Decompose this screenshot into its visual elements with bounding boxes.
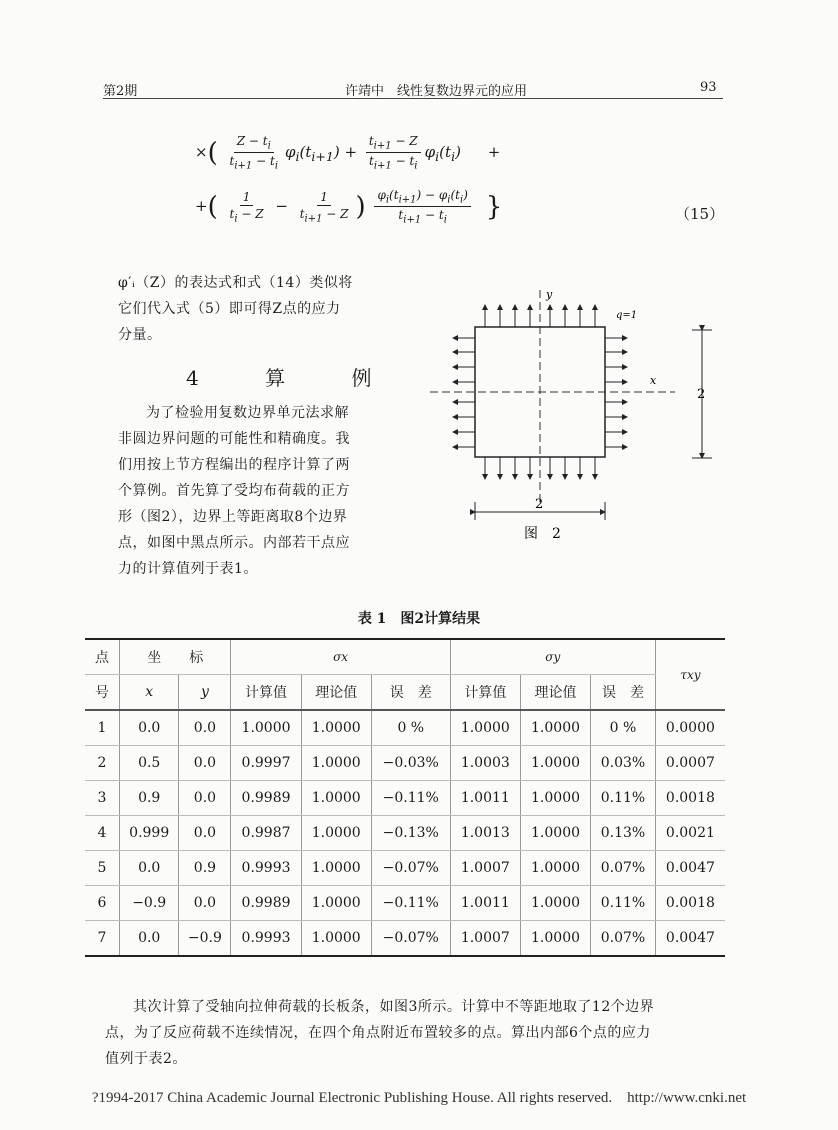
table-cell: 0.11%: [591, 781, 656, 816]
table-row: [85, 781, 725, 816]
table-row: [85, 851, 725, 886]
table-header-row: [85, 639, 725, 675]
table-cell: 0.0007: [655, 746, 725, 781]
table-cell: 0.0: [179, 781, 231, 816]
table-cell: 1.0000: [301, 781, 371, 816]
table-row: [85, 886, 725, 921]
table-cell: 7: [85, 921, 120, 957]
table-subheader-row: [85, 675, 725, 711]
table-cell: 0 %: [371, 710, 450, 746]
header-calc-x: 计算值: [231, 675, 301, 711]
text-line: 它们代入式（5）即可得Z点的应力: [118, 301, 341, 317]
table-cell: 0.0: [179, 710, 231, 746]
table-cell: 1.0007: [450, 851, 520, 886]
table-cell: 1.0000: [301, 886, 371, 921]
paragraph-1: [118, 270, 368, 348]
header-theory-x: 理论值: [301, 675, 371, 711]
journal-issue: 第2期: [103, 84, 138, 99]
table-cell: 0.9989: [231, 886, 301, 921]
header-point-bottom: 号: [85, 675, 120, 711]
equation-line-2: +( $\frac{1}{t_i - Z}$ − $\frac{1}{t_{i+1} - Z}$ ) $\frac{\varphi_i(t_{i+1}) - \varphi_i(t_i)}{t_{i+1} - t_i}$ }: [195, 188, 503, 226]
table-caption: 表 1 图2计算结果: [357, 611, 481, 627]
table-cell: 1.0000: [231, 710, 301, 746]
table-cell: 0.0021: [655, 816, 725, 851]
table-cell: 1.0011: [450, 781, 520, 816]
text-line: 其次计算了受轴向拉伸荷载的长板条，如图3所示。计算中不等距地取了12个边界: [133, 999, 655, 1015]
header-rule: [103, 98, 723, 99]
text-line: 值列于表2。: [105, 1051, 187, 1067]
table-cell: 0.0047: [655, 851, 725, 886]
table-cell: 0 %: [591, 710, 656, 746]
header-point-top: 点: [85, 639, 120, 675]
table-row: [85, 710, 725, 746]
page-number: 93: [700, 80, 717, 95]
header-theory-y: 理论值: [520, 675, 590, 711]
vertical-dimension-label: 2: [697, 387, 706, 402]
table-cell: 1.0000: [301, 851, 371, 886]
y-axis-label: y: [546, 288, 553, 301]
text-line: 形（图2），边界上等距离取8个边界: [118, 509, 348, 525]
text-line: 个算例。首先算了受均布荷载的正方: [118, 483, 350, 499]
text-line: 分量。: [118, 327, 162, 343]
table-cell: 0.9989: [231, 781, 301, 816]
table-cell: 1.0000: [301, 710, 371, 746]
text-line: φ′ᵢ（Z）的表达式和式（14）类似将: [118, 275, 353, 291]
header-sigma-x: σx: [231, 639, 450, 675]
table-cell: 1.0000: [450, 710, 520, 746]
table-cell: 0.5: [120, 746, 179, 781]
table-cell: 0.9: [179, 851, 231, 886]
section-title: 4 算 例: [186, 366, 402, 390]
table-cell: 0.0: [179, 886, 231, 921]
table-cell: −0.03%: [371, 746, 450, 781]
table-cell: 1.0000: [301, 816, 371, 851]
table-cell: −0.07%: [371, 921, 450, 957]
table-cell: 0.9987: [231, 816, 301, 851]
header-tau: τxy: [655, 639, 725, 710]
table-cell: 3: [85, 781, 120, 816]
table-cell: 0.0047: [655, 921, 725, 957]
table-cell: 0.9993: [231, 851, 301, 886]
text-line: 为了检验用复数边界单元法求解: [146, 405, 349, 421]
table-cell: 1.0007: [450, 921, 520, 957]
text-line: 点，为了反应荷载不连续情况，在四个角点附近布置较多的点。算出内部6个点的应力: [105, 1025, 651, 1041]
table-cell: 0.07%: [591, 921, 656, 957]
table-cell: 5: [85, 851, 120, 886]
copyright-footer: ?1994-2017 China Academic Journal Electronic Publishing House. All rights reserved. http://www.cnki.net: [91, 1090, 747, 1106]
table-cell: 0.0018: [655, 886, 725, 921]
table-cell: 0.0: [179, 746, 231, 781]
header-x: x: [120, 675, 179, 711]
table-cell: 0.0: [120, 710, 179, 746]
table-cell: 0.07%: [591, 851, 656, 886]
table-cell: 4: [85, 816, 120, 851]
table-cell: 1.0000: [520, 746, 590, 781]
table-cell: 6: [85, 886, 120, 921]
table-cell: 1.0011: [450, 886, 520, 921]
table-cell: 1.0000: [301, 746, 371, 781]
table-cell: −0.07%: [371, 851, 450, 886]
table-cell: 0.9993: [231, 921, 301, 957]
table-cell: −0.11%: [371, 781, 450, 816]
table-cell: −0.9: [120, 886, 179, 921]
table-cell: 1.0003: [450, 746, 520, 781]
table-cell: 0.11%: [591, 886, 656, 921]
text-line: 非圆边界问题的可能性和精确度。我: [118, 431, 350, 447]
table-row: [85, 921, 725, 957]
header-sigma-y: σy: [450, 639, 655, 675]
table-cell: 0.0: [120, 851, 179, 886]
horizontal-dimension-label: 2: [535, 497, 544, 512]
table-cell: 1.0000: [520, 921, 590, 957]
header-error-y: 误 差: [591, 675, 656, 711]
figure-caption: 图 2: [524, 526, 561, 542]
figure-2-square-plate: [420, 280, 740, 550]
text-line: 们用按上节方程编出的程序计算了两: [118, 457, 350, 473]
table-cell: 0.0: [120, 921, 179, 957]
text-line: 点，如图中黑点所示。内部若干点应: [118, 535, 350, 551]
table-cell: 0.13%: [591, 816, 656, 851]
x-axis-label: x: [650, 374, 657, 387]
table-cell: 1.0013: [450, 816, 520, 851]
table-cell: 0.03%: [591, 746, 656, 781]
table-row: [85, 746, 725, 781]
header-error-x: 误 差: [371, 675, 450, 711]
table-cell: 1.0000: [520, 710, 590, 746]
table-cell: 0.0: [179, 816, 231, 851]
table-cell: 0.9: [120, 781, 179, 816]
header-calc-y: 计算值: [450, 675, 520, 711]
results-table: [85, 638, 725, 957]
header-y: y: [179, 675, 231, 711]
table-cell: 1.0000: [520, 851, 590, 886]
table-cell: 0.999: [120, 816, 179, 851]
table-cell: 1.0000: [520, 886, 590, 921]
table-cell: −0.11%: [371, 886, 450, 921]
paragraph-3: [105, 994, 745, 1072]
text-line: 力的计算值列于表1。: [118, 561, 258, 577]
table-cell: 2: [85, 746, 120, 781]
equation-number: （15）: [675, 205, 725, 223]
paragraph-2: [118, 400, 368, 582]
table-cell: 1.0000: [301, 921, 371, 957]
table-row: [85, 816, 725, 851]
table-cell: 0.0018: [655, 781, 725, 816]
equation-line-1: ×( $\frac{Z - t_i}{t_{i+1} - t_i}$ $\varphi_i(t_{i+1})$ + $\frac{t_{i+1} - Z}{t_{i+1} - t_i}$ $\varphi_i(t_i)$ +: [195, 134, 501, 172]
table-cell: 1.0000: [520, 816, 590, 851]
table-cell: −0.9: [179, 921, 231, 957]
table-cell: 0.9997: [231, 746, 301, 781]
table-cell: −0.13%: [371, 816, 450, 851]
running-title: 许靖中 线性复数边界元的应用: [345, 84, 528, 99]
table-cell: 1.0000: [520, 781, 590, 816]
load-label: q=1: [616, 310, 638, 321]
table-cell: 1: [85, 710, 120, 746]
header-coord: 坐 标: [120, 639, 231, 675]
table-cell: 0.0000: [655, 710, 725, 746]
